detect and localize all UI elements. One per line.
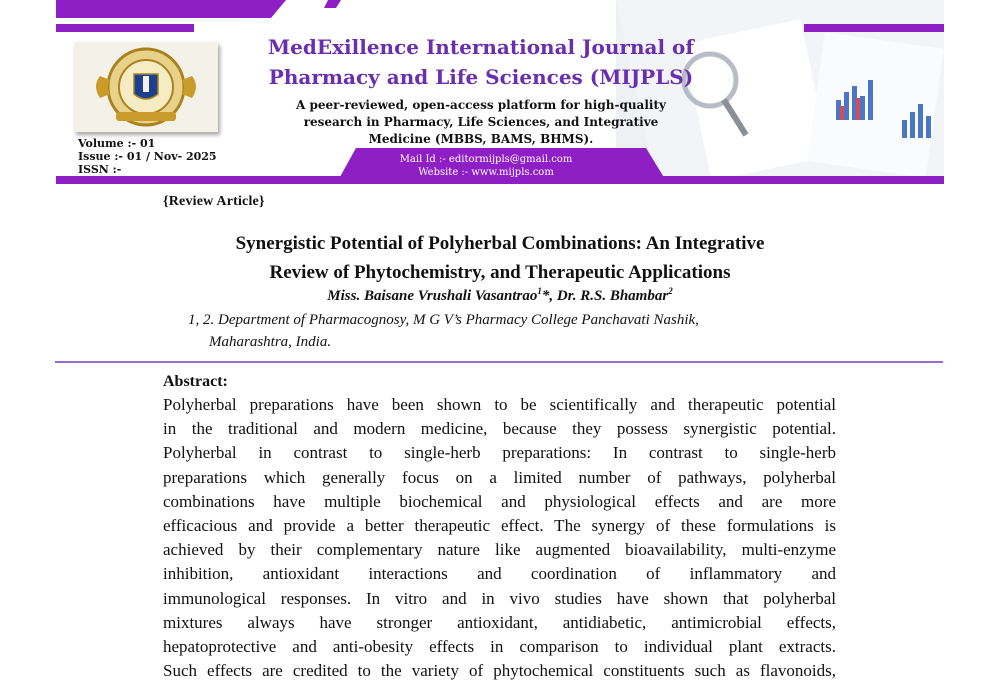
affiliation: [188, 309, 808, 353]
journal-seal-logo: [74, 42, 218, 132]
abstract-heading: Abstract:: [163, 373, 228, 390]
article-title-line2: Review of Phytochemistry, and Therapeutic Applications: [269, 262, 731, 283]
abstract-line: efficacious and provide a better therapeutic effect. The synergy of these formulations is: [163, 515, 836, 535]
abstract-line: Polyherbal preparations have been shown to be scientifically and therapeutic potential: [163, 395, 836, 414]
author-2: Dr. R.S. Bhambar: [556, 288, 669, 304]
article-title-line1: Synergistic Potential of Polyherbal Combinations: An Integrative: [235, 233, 765, 254]
volume: Volume :- 01: [78, 137, 156, 150]
abstract-line: inhibition, antioxidant interactions and coordination of inflammatory and: [163, 564, 836, 584]
abstract-line: combinations have multiple biochemical and physiological effects and are more: [163, 491, 836, 511]
journal-contact: [356, 153, 616, 179]
mail-id: Mail Id :- editormijpls@gmail.com: [399, 154, 573, 165]
tagline-line3: Medicine (MBBS, BAMS, BHMS).: [368, 132, 594, 146]
author-1-affil: 1: [537, 286, 542, 296]
affiliation-line1: 1, 2. Department of Pharmacognosy, M G V’s Pharmacy College Panchavati Nashik,: [188, 312, 699, 328]
author-2-affil: 2: [668, 286, 673, 296]
issn: ISSN :-: [78, 163, 122, 176]
article-title: [170, 229, 830, 287]
authors: [170, 286, 830, 305]
seal-emblem-icon: [86, 46, 206, 128]
abstract-line: preparations which generally focus on a limited number of pathways, polyherbal: [163, 467, 836, 487]
abstract-line: hepatoprotective and anti-obesity effects in comparison to individual plant extracts.: [163, 636, 836, 656]
affiliation-line2: Maharashtra, India.: [209, 334, 332, 350]
issue: Issue :- 01 / Nov- 2025: [78, 150, 217, 163]
tagline-line1: A peer-reviewed, open-access platform for high-quality: [296, 98, 666, 112]
abstract-line: Polyherbal in contrast to single-herb preparations: In contrast to single-herb: [163, 443, 836, 463]
author-1: Miss. Baisane Vrushali Vasantrao: [327, 288, 538, 304]
tagline-line2: research in Pharmacy, Life Sciences, and Integrative: [303, 115, 659, 129]
corresponding-mark: *: [541, 288, 550, 304]
website: Website :- www.mijpls.com: [418, 167, 554, 178]
volume-info: [78, 137, 217, 176]
journal-tagline: [271, 97, 691, 148]
abstract-line: Such effects are credited to the variety of phytochemical constituents such as flavonoids,: [163, 661, 836, 681]
abstract-line: immunological responses. In vitro and in vivo studies have shown that polyherbal: [163, 588, 836, 608]
journal-title-line2: Pharmacy and Life Sciences (MIJPLS): [268, 65, 694, 89]
journal-title-line1: MedExillence International Journal of: [268, 35, 694, 59]
abstract-line: in the traditional and modern medicine, because they possess synergistic potential.: [163, 419, 836, 439]
article-type: {Review Article}: [163, 194, 265, 209]
author-separator: ,: [549, 288, 557, 304]
journal-header-banner: [56, 0, 944, 184]
section-divider: [55, 361, 943, 363]
abstract-line: achieved by their complementary nature like augmented bioavailability, multi-enzyme: [163, 540, 836, 560]
journal-title: [246, 32, 716, 92]
abstract-body: [163, 393, 836, 681]
abstract-line: mixtures always have stronger antioxidant, antidiabetic, antimicrobial effects,: [163, 612, 836, 632]
